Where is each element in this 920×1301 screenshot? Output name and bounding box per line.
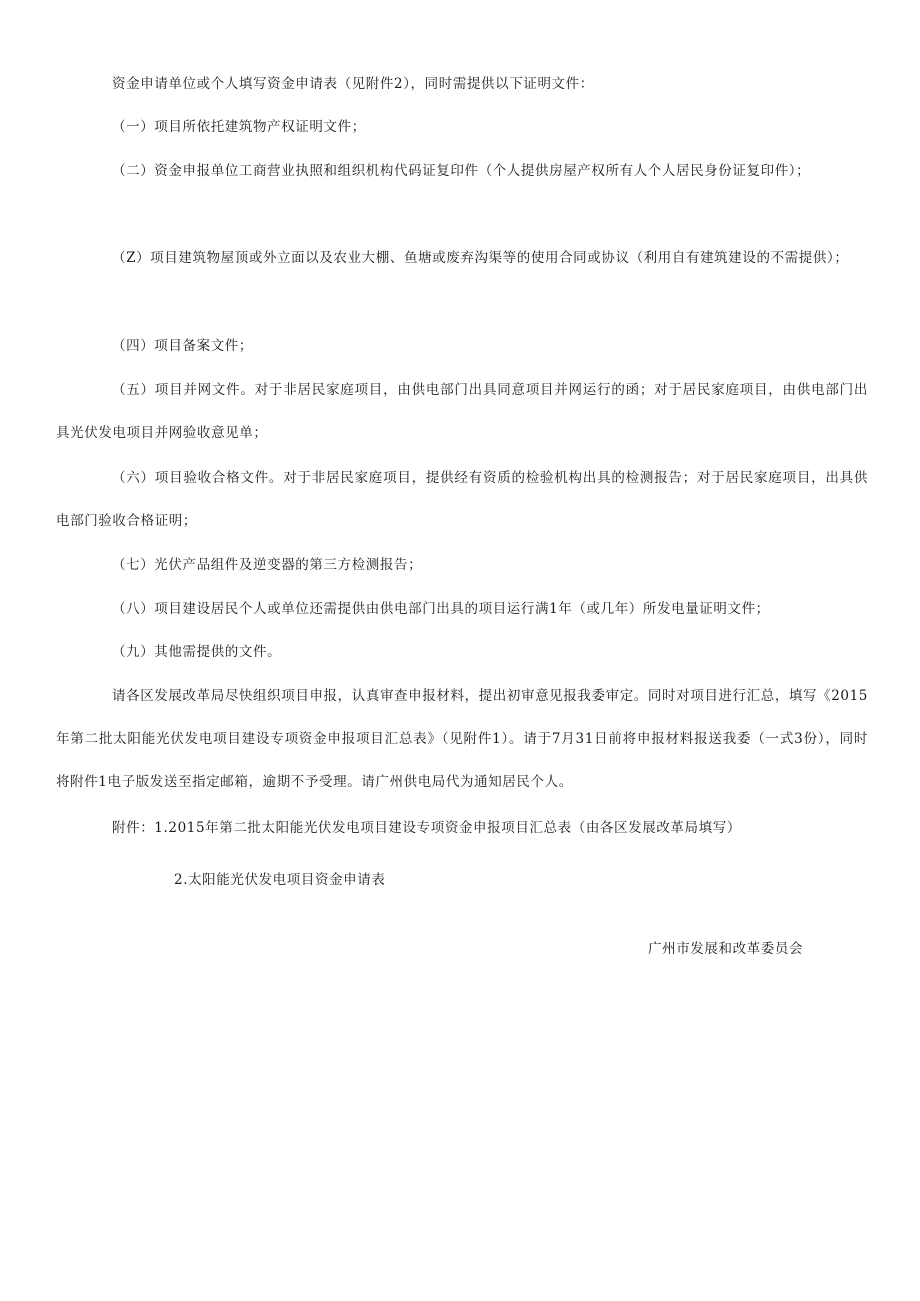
instructions-paragraph: 请各区发展改革局尽快组织项目申报，认真审查申报材料，提出初审意见报我委审定。同时对项目进行汇总，填写《2015年第二批太阳能光伏发电项目建设专项资金申报项目汇总表》（见附件1）。请于7月31日前将申报材料报送我委（一式3份），同时将附件1电子版发送至指定邮箱，逾期不予受理。请广州供电局代为通知居民个人。 — [56, 688, 868, 790]
list-item-6: （六）项目验收合格文件。对于非居民家庭项目，提供经有资质的检验机构出具的检测报告；对于居民家庭项目，出具供电部门验收合格证明； — [56, 470, 868, 529]
list-item-4: （四）项目备案文件； — [112, 338, 253, 354]
list-item-9: （九）其他需提供的文件。 — [112, 644, 282, 660]
attachment-1: 附件：1.2015年第二批太阳能光伏发电项目建设专项资金申报项目汇总表（由各区发展改革局填写） — [112, 820, 741, 836]
list-item-2: （二）资金申报单位工商营业执照和组织机构代码证复印件（个人提供房屋产权所有人个人居民身份证复印件）； — [112, 163, 811, 179]
signature: 广州市发展和改革委员会 — [648, 941, 804, 957]
list-item-7: （七）光伏产品组件及逆变器的第三方检测报告； — [112, 557, 423, 573]
list-item-5: （五）项目并网文件。对于非居民家庭项目，由供电部门出具同意项目并网运行的函；对于居民家庭项目，由供电部门出具光伏发电项目并网验收意见单； — [56, 382, 868, 441]
intro-paragraph: 资金申请单位或个人填写资金申请表（见附件2），同时需提供以下证明文件： — [112, 76, 594, 92]
list-item-8: （八）项目建设居民个人或单位还需提供由供电部门出具的项目运行满1年（或几年）所发电量证明文件； — [112, 601, 770, 617]
attachment-2: 2.太阳能光伏发电项目资金申请表 — [174, 872, 386, 888]
list-item-3: （Z）项目建筑物屋顶或外立面以及农业大棚、鱼塘或废弃沟渠等的使用合同或协议（利用自有建筑建设的不需提供）； — [112, 250, 849, 266]
list-item-1: （一）项目所依托建筑物产权证明文件； — [112, 119, 366, 135]
